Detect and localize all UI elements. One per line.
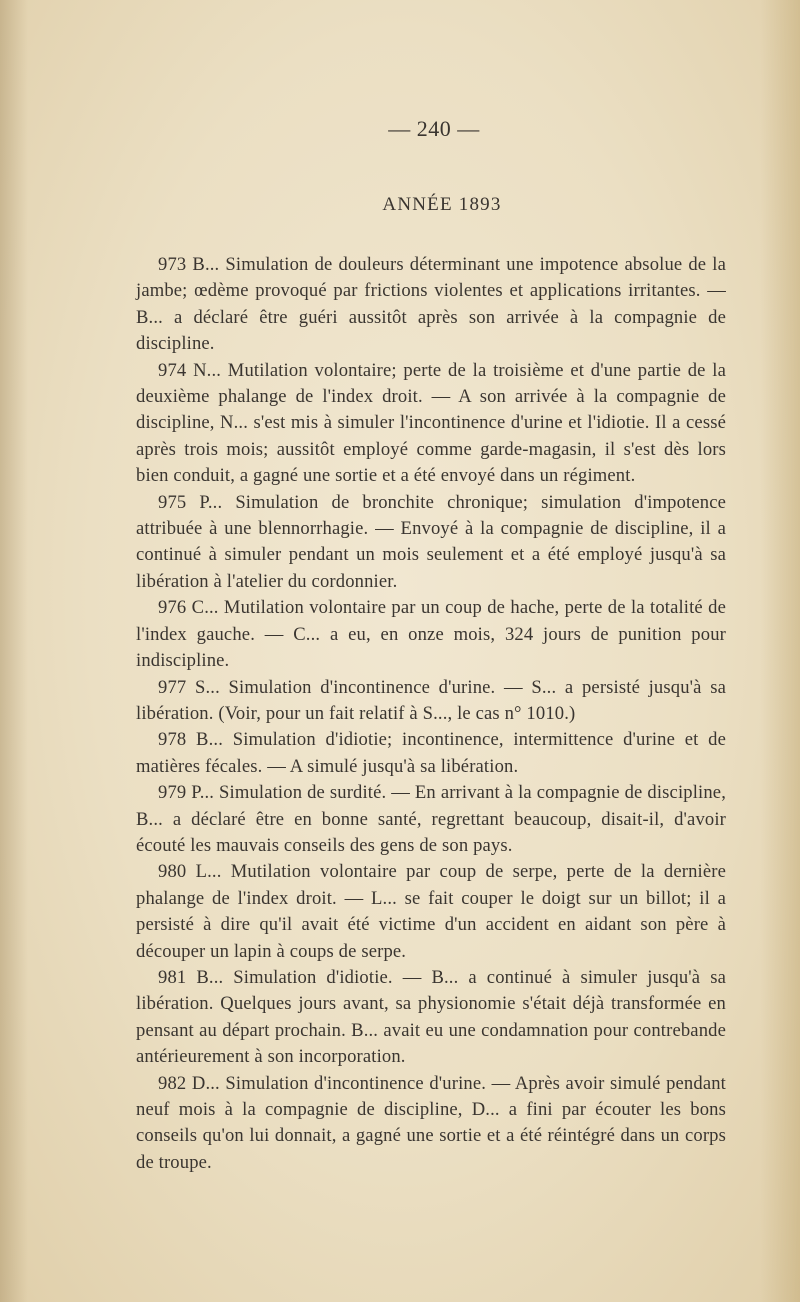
case-entry-975: 975 P... Simulation de bronchite chronique; simulation d'impotence attribuée à une blennorrhagie. — Envoyé à la compagnie de discipline, il a continué à simuler pendant un mois seulement et a été employé jusqu'à sa libération à l'atelier du cordonnier. [136, 491, 726, 592]
case-entry-977: 977 S... Simulation d'incontinence d'urine. — S... a persisté jusqu'à sa libération. (Voir, pour un fait relatif à S..., le cas n° 1010.) [136, 676, 726, 724]
case-entry-974: 974 N... Mutilation volontaire; perte de la troisième et d'une partie de la deuxième phalange de l'index droit. — A son arrivée à la compagnie de discipline, N... s'est mis à simuler l'incontinence d'urine et l'idiotie. Il a cessé après trois mois; aussitôt employé comme garde-magasin, il s'est dès lors bien conduit, a gagné une sortie et a été envoyé dans un régiment. [136, 359, 726, 487]
case-entry-973: 973 B... Simulation de douleurs déterminant une impotence absolue de la jambe; œdème provoqué par frictions violentes et applications irritantes. — B... a déclaré être guéri aussitôt après son arrivée à la compagnie de discipline. [136, 254, 726, 355]
case-entry-980: 980 L... Mutilation volontaire par coup de serpe, perte de la dernière phalange de l'index droit. — L... se fait couper le doigt sur un billot; il a persisté à dire qu'il avait été victime d'un accident en aidant son père à découper un lapin à coups de serpe. [136, 861, 726, 962]
case-entry-982: 982 D... Simulation d'incontinence d'urine. — Après avoir simulé pendant neuf mois à la compagnie de discipline, D... a fini par écouter les bons conseils qu'on lui donnait, a gagné une sortie et a été réintégré dans un corps de troupe. [136, 1072, 726, 1173]
case-entry-976: 976 C... Mutilation volontaire par un coup de hache, perte de la totalité de l'index gauche. — C... a eu, en onze mois, 324 jours de punition pour indiscipline. [136, 597, 726, 672]
case-entry-981: 981 B... Simulation d'idiotie. — B... a continué à simuler jusqu'à sa libération. Quelques jours avant, sa physionomie s'était déjà transformée en pensant au départ prochain. B... avait eu une condamnation pour contrebande antérieurement à son incorporation. [136, 966, 726, 1068]
case-entry-979: 979 P... Simulation de surdité. — En arrivant à la compagnie de discipline, B... a déclaré être en bonne santé, regrettant beaucoup, disait-il, d'avoir écouté les mauvais conseils des gens de son pays. [136, 782, 726, 856]
year-heading: ANNÉE 1893 [382, 194, 502, 215]
case-entry-978: 978 B... Simulation d'idiotie; incontinence, intermittence d'urine et de matières fécales. — A simulé jusqu'à sa libération. [136, 729, 726, 777]
case-entries [136, 252, 726, 1176]
page-number: — 240 — [388, 116, 480, 141]
